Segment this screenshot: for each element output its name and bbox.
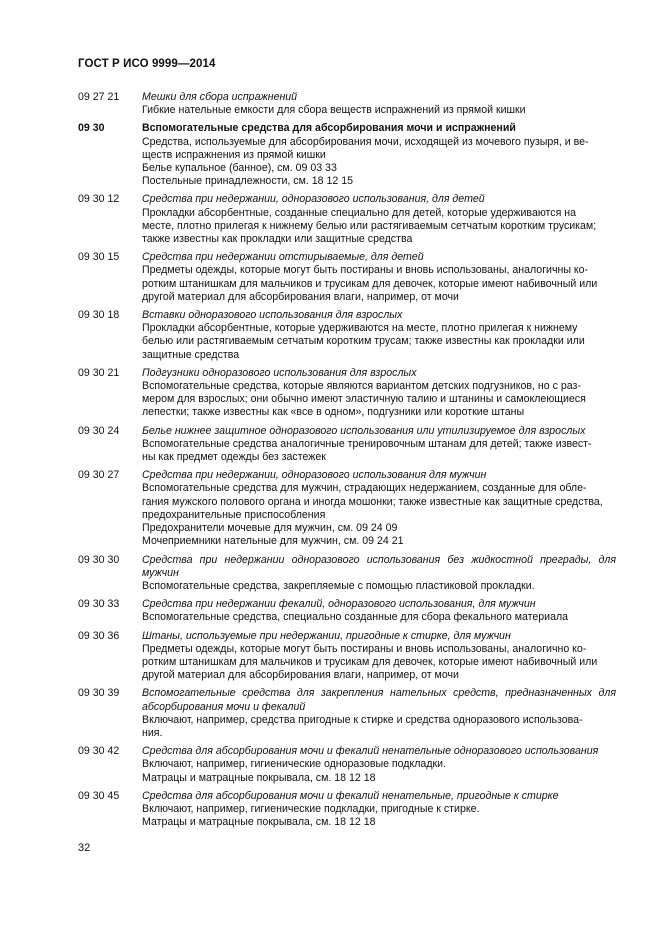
entry-description-line: Вспомогательные средства для мужчин, страдающих недержанием, созданные для обле- bbox=[142, 482, 587, 495]
entry-title: Средства при недержании, одноразового использования для мужчин bbox=[142, 469, 487, 482]
entry-description-line: ны как предмет одежды без застежек bbox=[142, 451, 326, 464]
entry-description-line: Включают, например, средства пригодные к стирке и средства одноразового использова- bbox=[142, 713, 583, 726]
entry-body bbox=[142, 554, 616, 594]
entry-title: Вставки одноразового использования для взрослых bbox=[142, 309, 403, 322]
entry-description-line: другой материал для абсорбирования влаги, например, от мочи bbox=[142, 290, 459, 303]
entry-description-line: другой материал для абсорбирования влаги, например, от мочи bbox=[142, 669, 459, 682]
document-header: ГОСТ Р ИСО 9999—2014 bbox=[78, 58, 216, 70]
entry-title: Средства при недержании фекалий, одноразового использования, для мужчин bbox=[142, 598, 536, 611]
entry-title: Вспомогательные средства для закрепления нательных средств, предназначенных для абсорбирования мочи и фекалий bbox=[142, 687, 616, 713]
entry-description-line: Матрацы и матрацные покрывала, см. 18 12 18 bbox=[142, 771, 376, 784]
classification-entry bbox=[78, 122, 616, 188]
entry-body bbox=[142, 425, 616, 465]
classification-entry bbox=[78, 630, 616, 683]
entry-description-line: Вспомогательные средства, специально созданные для сбора фекального материала bbox=[142, 611, 569, 624]
entry-code: 09 30 12 bbox=[78, 193, 120, 206]
entry-description-line: Гибкие нательные емкости для сбора веществ испражнений из прямой кишки bbox=[142, 104, 526, 117]
classification-entry bbox=[78, 425, 616, 465]
entry-description-line: ротким штанишкам для мальчиков и трусикам для девочек, которые имеют набивочный или bbox=[142, 277, 598, 290]
entry-description-line: Вспомогательные средства, закрепляемые с помощью пластиковой прокладки. bbox=[142, 579, 535, 592]
entry-body bbox=[142, 598, 616, 624]
classification-entry bbox=[78, 790, 616, 830]
entry-description-line: белью или растягиваемым сетчатым коротким трусам; также известны как прокладки или bbox=[142, 335, 585, 348]
entry-title: Белье нижнее защитное одноразового использования или утилизируемое для взрослых bbox=[142, 424, 586, 437]
entry-description-line: Предохранители мочевые для мужчин, см. 09 24 09 bbox=[142, 522, 398, 535]
entry-description-line: Белье купальное (банное), см. 09 03 33 bbox=[142, 162, 337, 175]
entry-code: 09 30 36 bbox=[78, 629, 120, 642]
entry-body bbox=[142, 91, 616, 117]
entry-description-line: Вспомогательные средства, которые являются вариантом детских подгузников, но с раз- bbox=[142, 380, 581, 393]
classification-entry bbox=[78, 745, 616, 785]
classification-entry bbox=[78, 469, 616, 548]
entry-body bbox=[142, 469, 616, 548]
entry-description-line: Средства, используемые для абсорбирования мочи, исходящей из мочевого пузыря, и ве- bbox=[142, 135, 589, 148]
entry-body bbox=[142, 790, 616, 830]
entry-body bbox=[142, 745, 616, 785]
entry-description-line: предохранительные приспособления bbox=[142, 508, 326, 521]
entry-title: Подгузники одноразового использования для взрослых bbox=[142, 366, 417, 379]
entry-title: Средства для абсорбирования мочи и фекалий ненательные одноразового использования bbox=[142, 745, 599, 758]
entry-title: Штаны, используемые при недержании, пригодные к стирке, для мужчин bbox=[142, 629, 511, 642]
entry-body bbox=[142, 687, 616, 740]
entry-description-line: Матрацы и матрацные покрывала, см. 18 12 18 bbox=[142, 816, 376, 829]
entry-code: 09 30 30 bbox=[78, 553, 120, 566]
entry-code: 09 30 27 bbox=[78, 469, 120, 482]
entry-description-line: ществ испражнения из прямой кишки bbox=[142, 148, 326, 161]
entry-code: 09 30 33 bbox=[78, 598, 120, 611]
entry-description-line: Включают, например, гигиенические одноразовые подкладки. bbox=[142, 758, 446, 771]
entry-code: 09 30 45 bbox=[78, 789, 120, 802]
entry-description-line: гания мужского полового органа и иногда мошонки; также известные как защитные средства, bbox=[142, 495, 603, 508]
entry-title: Мешки для сбора испражнений bbox=[142, 91, 298, 103]
entry-description-line: также известны как прокладки или защитные средства bbox=[142, 233, 413, 246]
entry-description-line: ния. bbox=[142, 726, 163, 739]
classification-entry bbox=[78, 554, 616, 594]
entry-code: 09 30 18 bbox=[78, 309, 120, 322]
entry-code: 09 27 21 bbox=[78, 91, 120, 103]
classification-entry bbox=[78, 309, 616, 362]
entry-description-line: месте, плотно прилегая к нижнему белью или растягиваемым сетчатым коротким трусикам; bbox=[142, 219, 597, 232]
entry-description-line: лепестки; также известны как «все в одном», подгузники или короткие штаны bbox=[142, 406, 525, 419]
entry-code: 09 30 21 bbox=[78, 366, 120, 379]
entry-code: 09 30 39 bbox=[78, 687, 120, 700]
entry-description-line: Прокладки абсорбентные, которые удерживаются на месте, плотно прилегая к нижнему bbox=[142, 322, 578, 335]
classification-entry bbox=[78, 251, 616, 304]
classification-entry bbox=[78, 598, 616, 624]
classification-entry bbox=[78, 687, 616, 740]
entry-body bbox=[142, 309, 616, 362]
entry-title: Средства при недержании отстирываемые, для детей bbox=[142, 251, 424, 264]
entry-body bbox=[142, 122, 616, 188]
entry-body bbox=[142, 367, 616, 420]
entry-description-line: Предметы одежды, которые могут быть постираны и вновь использованы, аналогично ко- bbox=[142, 642, 587, 655]
page-number: 32 bbox=[78, 842, 91, 854]
entry-description-line: Предметы одежды, которые могут быть постираны и вновь использованы, аналогичны ко- bbox=[142, 264, 589, 277]
entry-body bbox=[142, 630, 616, 683]
entry-description-line: защитные средства bbox=[142, 348, 240, 361]
entry-description-line: Вспомогательные средства аналогичные тренировочным штанам для детей; также извест- bbox=[142, 437, 592, 450]
entry-title: Средства при недержании, одноразового использования, для детей bbox=[142, 193, 485, 206]
entry-code: 09 30 15 bbox=[78, 251, 120, 264]
entry-code: 09 30 24 bbox=[78, 424, 120, 437]
entry-description-line: Включают, например, гигиенические подкладки, пригодные к стирке. bbox=[142, 802, 480, 815]
entry-body bbox=[142, 251, 616, 304]
entry-title: Средства при недержании одноразового использования без жидкостной преграды, для мужчин bbox=[142, 553, 616, 579]
entry-description-line: ротким штанишкам для мальчиков и трусикам для девочек, которые имеют набивочный или bbox=[142, 655, 598, 668]
classification-entry bbox=[78, 91, 616, 117]
entry-description-line: мером для взрослых; они обычно имеют эластичную талию и штанины и самоклеющиеся bbox=[142, 393, 586, 406]
entry-title: Средства для абсорбирования мочи и фекалий ненательные, пригодные к стирке bbox=[142, 789, 559, 802]
classification-entries bbox=[78, 91, 616, 834]
entry-title: Вспомогательные средства для абсорбирования мочи и испражнений bbox=[142, 122, 516, 135]
classification-entry bbox=[78, 367, 616, 420]
entry-body bbox=[142, 193, 616, 246]
entry-code: 09 30 bbox=[78, 122, 105, 135]
entry-description-line: Прокладки абсорбентные, созданные специально для детей, которые удерживаются на bbox=[142, 206, 577, 219]
entry-description-line: Постельные принадлежности, см. 18 12 15 bbox=[142, 175, 353, 188]
classification-entry bbox=[78, 193, 616, 246]
entry-code: 09 30 42 bbox=[78, 745, 120, 758]
entry-description-line: Мочеприемники нательные для мужчин, см. 09 24 21 bbox=[142, 535, 404, 548]
